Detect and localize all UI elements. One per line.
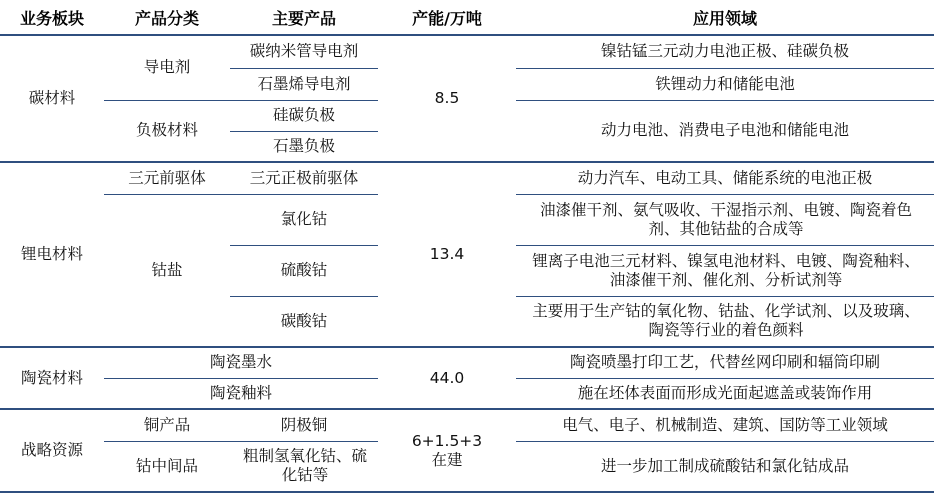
table-row [0, 162, 934, 194]
header-capacity: 产能/万吨 [378, 2, 516, 35]
product-cell: 碳纳米管导电剂 [230, 35, 378, 68]
application-cell: 油漆催干剂、氨气吸收、干湿指示剂、电镀、陶瓷着色剂、其他钴盐的合成等 [516, 194, 934, 245]
product-cell: 氯化钴 [230, 194, 378, 245]
application-cell: 主要用于生产钴的氧化物、钴盐、化学试剂、以及玻璃、陶瓷等行业的着色颜料 [516, 296, 934, 347]
header-segment: 业务板块 [0, 2, 104, 35]
product-cell: 硫酸钴 [230, 245, 378, 296]
product-capacity-table [0, 2, 934, 493]
segment-cell: 锂电材料 [0, 162, 104, 347]
application-cell: 施在坯体表面而形成光面起遮盖或装饰作用 [516, 378, 934, 409]
segment-cell: 陶瓷材料 [0, 347, 104, 409]
product-cell: 陶瓷墨水 [104, 347, 378, 378]
product-cell: 硅碳负极 [230, 100, 378, 131]
product-cell: 阴极铜 [230, 409, 378, 441]
product-cell: 陶瓷釉料 [104, 378, 378, 409]
product-cell: 碳酸钴 [230, 296, 378, 347]
segment-cell: 碳材料 [0, 35, 104, 162]
category-cell: 三元前驱体 [104, 162, 230, 194]
table-row [0, 35, 934, 68]
category-cell: 钴中间品 [104, 441, 230, 492]
capacity-cell: 6+1.5+3 在建 [378, 409, 516, 492]
application-cell: 陶瓷喷墨打印工艺，代替丝网印刷和辐筒印刷 [516, 347, 934, 378]
category-cell: 铜产品 [104, 409, 230, 441]
product-cell: 粗制氢氧化钴、硫化钴等 [230, 441, 378, 492]
header-product: 主要产品 [230, 2, 378, 35]
product-cell: 三元正极前驱体 [230, 162, 378, 194]
header-application: 应用领域 [516, 2, 934, 35]
table-row [0, 347, 934, 378]
category-cell: 导电剂 [104, 35, 230, 100]
capacity-cell: 13.4 [378, 162, 516, 347]
header-row [0, 2, 934, 35]
application-cell: 锂离子电池三元材料、镍氢电池材料、电镀、陶瓷釉料、油漆催干剂、催化剂、分析试剂等 [516, 245, 934, 296]
product-cell: 石墨负极 [230, 131, 378, 162]
table-row [0, 409, 934, 441]
application-cell: 铁锂动力和储能电池 [516, 68, 934, 100]
category-cell: 负极材料 [104, 100, 230, 162]
segment-cell: 战略资源 [0, 409, 104, 492]
application-cell: 镍钴锰三元动力电池正极、硅碳负极 [516, 35, 934, 68]
category-cell: 钴盐 [104, 194, 230, 347]
application-cell: 进一步加工制成硫酸钴和氯化钴成品 [516, 441, 934, 492]
application-cell: 动力电池、消费电子电池和储能电池 [516, 100, 934, 162]
header-category: 产品分类 [104, 2, 230, 35]
application-cell: 动力汽车、电动工具、储能系统的电池正极 [516, 162, 934, 194]
product-cell: 石墨烯导电剂 [230, 68, 378, 100]
application-cell: 电气、电子、机械制造、建筑、国防等工业领域 [516, 409, 934, 441]
capacity-cell: 8.5 [378, 35, 516, 162]
capacity-cell: 44.0 [378, 347, 516, 409]
